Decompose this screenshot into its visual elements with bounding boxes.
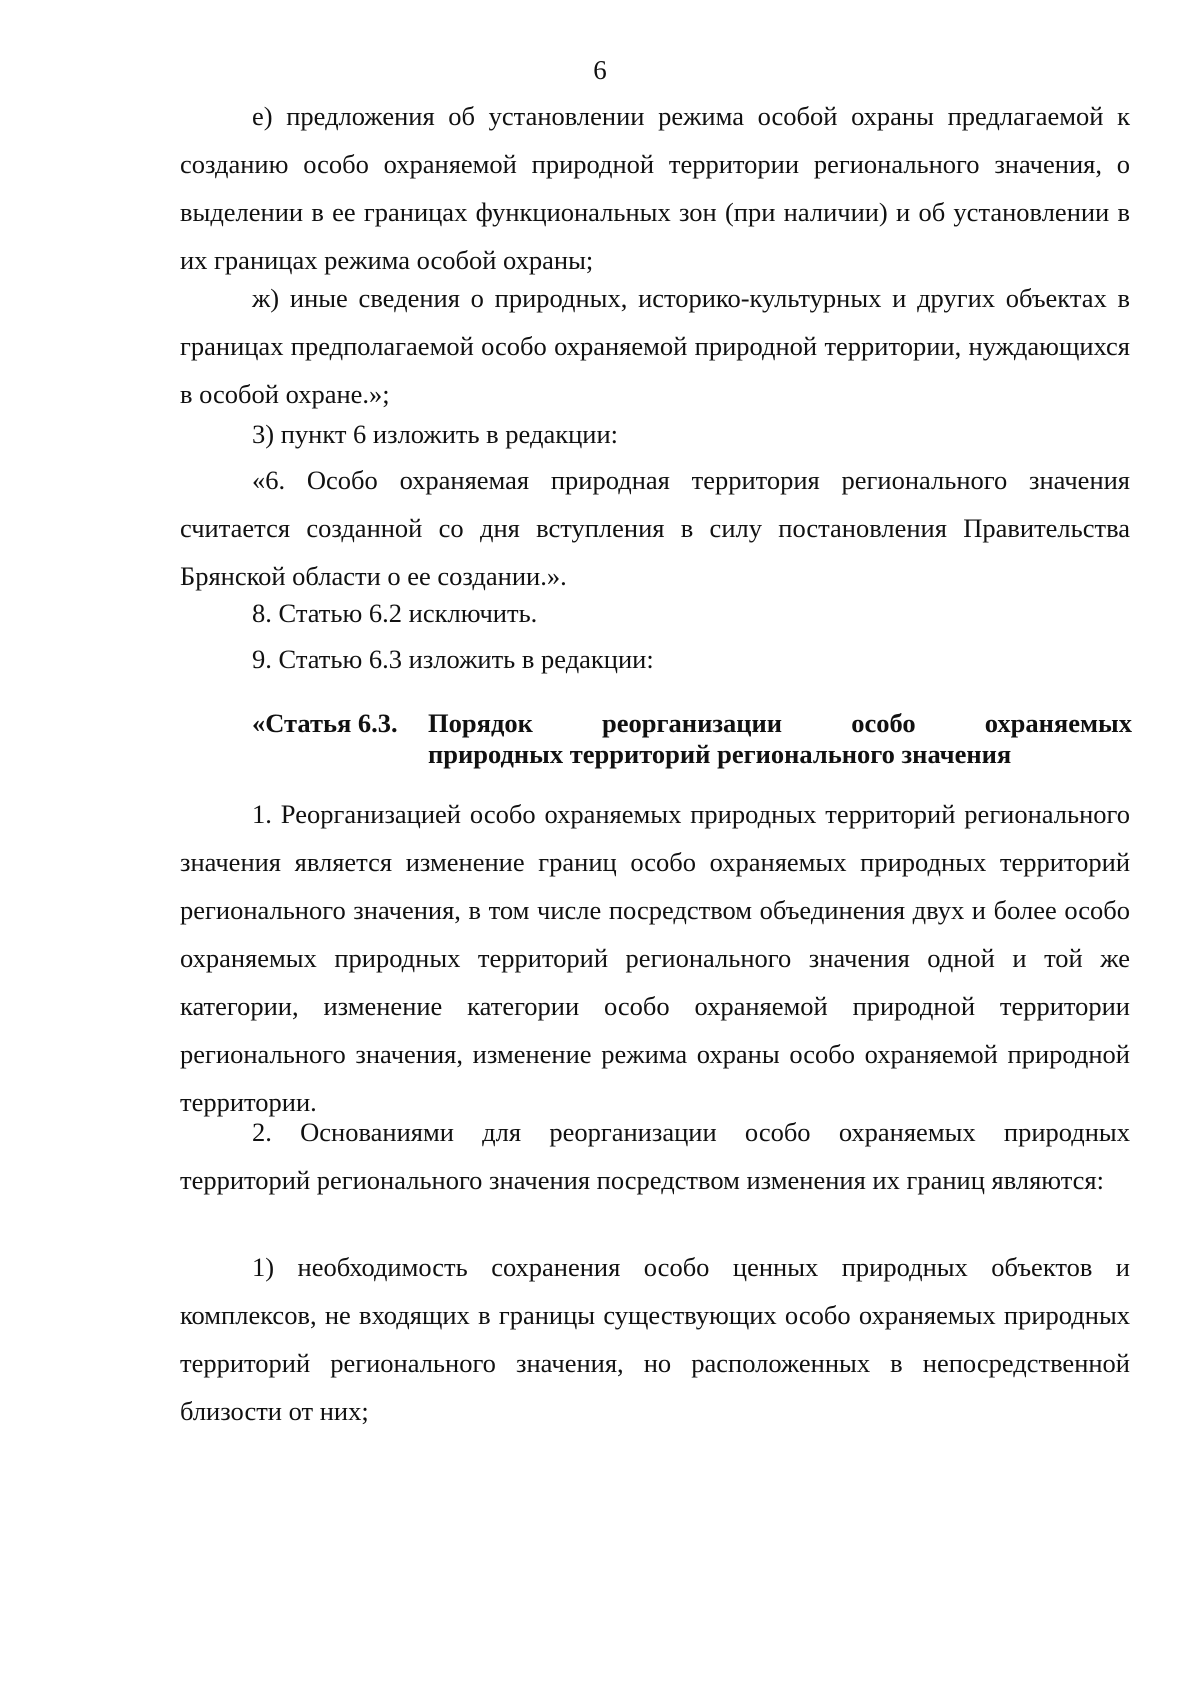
article-heading-prefix: «Статья 6.3. bbox=[252, 708, 398, 738]
page-number: 6 bbox=[593, 55, 607, 85]
article-heading bbox=[252, 708, 1132, 770]
paragraph-zh: ж) иные сведения о природных, историко-культурных и других объектах в границах предполагаемой особо охраняемой природной территории, нуждающихся в особой охране.»; bbox=[180, 283, 1130, 409]
paragraph-e: е) предложения об установлении режима особой охраны предлагаемой к созданию особо охраняемой природной территории регионального значения, о выделении в ее границах функциональных зон (при наличии) и об установлении в их границах режима особой охраны; bbox=[180, 101, 1130, 275]
paragraph-point-6: «6. Особо охраняемая природная территория регионального значения считается созданной со дня вступления в силу постановления Правительства Брянской области о ее создании.». bbox=[180, 465, 1130, 591]
paragraph-item-8: 8. Статью 6.2 исключить. bbox=[252, 598, 538, 628]
article-heading-title-line1: Порядок реорганизации особо охраняемых bbox=[428, 708, 1132, 738]
paragraph-section-1: 1. Реорганизацией особо охраняемых природных территорий регионального значения является изменение границ особо охраняемых природных территорий регионального значения, в том числе посредством объединения двух и более особо охраняемых природных территорий регионального значения одной и той же категории, изменение категории особо охраняемой природной территории регионального значения, изменение режима охраны особо охраняемой природной территории. bbox=[180, 799, 1130, 1117]
paragraph-item-9: 9. Статью 6.3 изложить в редакции: bbox=[252, 644, 654, 674]
article-heading-title bbox=[428, 708, 1132, 770]
paragraph-section-2: 2. Основаниями для реорганизации особо охраняемых природных территорий регионального значения посредством изменения их границ являются: bbox=[180, 1117, 1130, 1195]
article-heading-title-line2: природных территорий регионального значения bbox=[428, 739, 1012, 769]
paragraph-item-3: 3) пункт 6 изложить в редакции: bbox=[252, 419, 618, 449]
paragraph-section-2-item-1: 1) необходимость сохранения особо ценных природных объектов и комплексов, не входящих в границы существующих особо охраняемых природных территорий регионального значения, но расположенных в непосредственной близости от них; bbox=[180, 1252, 1130, 1426]
